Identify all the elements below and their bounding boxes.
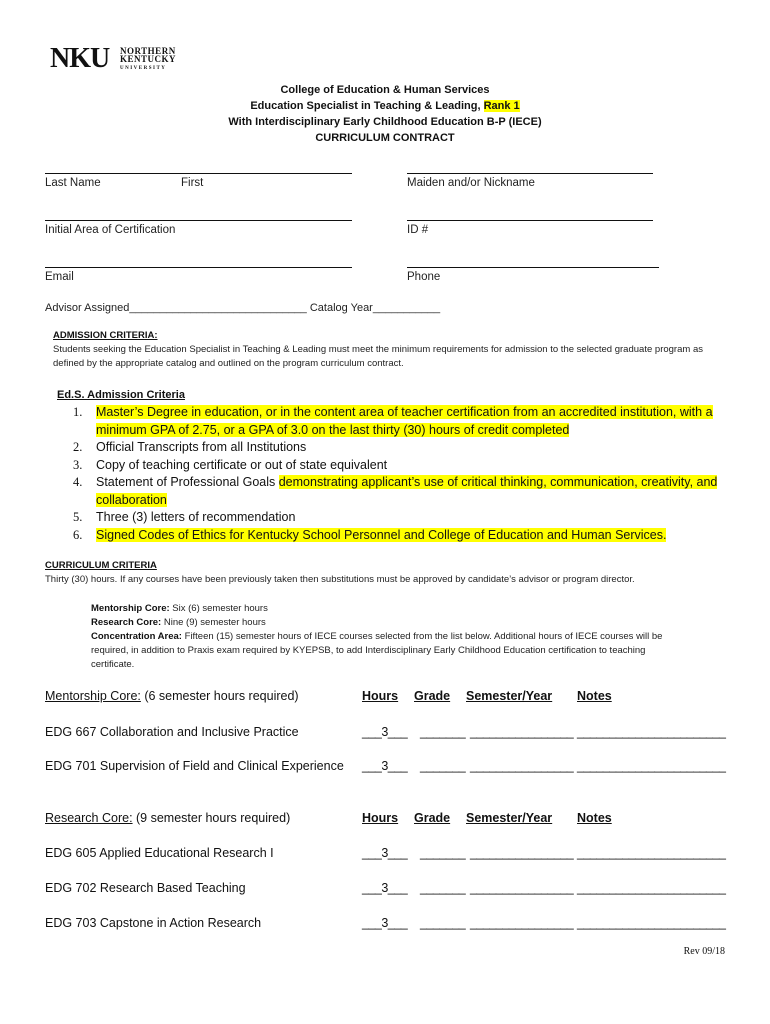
- course-row: EDG 702 Research Based Teaching: [45, 881, 246, 895]
- course-row: EDG 701 Supervision of Field and Clinical Experience: [45, 759, 344, 773]
- grade-blank[interactable]: _______: [420, 916, 466, 930]
- research-subtitle: (9 semester hours required): [132, 811, 291, 825]
- col-grade-header: Grade: [414, 689, 451, 703]
- eds-heading: Ed.S. Admission Criteria: [57, 389, 185, 401]
- mentorship-core-value: Six (6) semester hours: [169, 603, 268, 614]
- concentration-line: [91, 630, 691, 672]
- first-name-label: First: [181, 177, 204, 189]
- notes-blank[interactable]: _______________________: [577, 759, 726, 773]
- criteria-number: 3.: [73, 457, 83, 472]
- research-core-value: Nine (9) semester hours: [161, 617, 266, 628]
- col-notes-header: Notes: [577, 811, 612, 825]
- revision-label: Rev 09/18: [683, 946, 725, 957]
- course-row: EDG 703 Capstone in Action Research: [45, 916, 262, 930]
- notes-blank[interactable]: _______________________: [577, 916, 726, 930]
- col-semester-header: Semester/Year: [466, 689, 553, 703]
- last-name-label: Last Name: [45, 177, 101, 189]
- admission-heading: ADMISSION CRITERIA:: [53, 330, 158, 341]
- logo-line-2: KENTUCKY: [120, 54, 177, 64]
- criteria-item: [70, 457, 720, 475]
- criteria-number: 1.: [73, 405, 83, 419]
- col-semester-header: Semester/Year: [466, 811, 553, 825]
- criteria-text: Three (3) letters of recommendation: [96, 510, 296, 524]
- research-core-line: [91, 616, 266, 630]
- semester-blank[interactable]: ________________: [470, 759, 574, 773]
- criteria-text: Signed Codes of Ethics for Kentucky School Personnel and College of Education and Human Services.: [96, 527, 667, 542]
- criteria-number: 4.: [73, 475, 83, 489]
- maiden-line[interactable]: [407, 173, 653, 174]
- criteria-text: Master’s Degree in education, or in the content area of teacher certification from an accredited institution, with a minimum GPA of 2.75, or a GPA of 3.0 on the last thirty (30) hours of credit completed: [96, 405, 713, 437]
- mentorship-subtitle: (6 semester hours required): [140, 689, 299, 703]
- nku-logo: [50, 44, 200, 74]
- admission-text: Students seeking the Education Specialist in Teaching & Leading must meet the minimum requirements for admission to the selected graduate program as defined by the appropriate catalog and outlined on the program curriculum contract.: [53, 344, 703, 369]
- criteria-highlight: demonstrating applicant’s use of critical thinking, communication, creativity, and collaboration: [96, 475, 718, 507]
- program-prefix: Education Specialist in Teaching & Leading,: [250, 100, 484, 112]
- certification-line[interactable]: [45, 220, 352, 221]
- criteria-item: [70, 404, 720, 439]
- logo-line-1: NORTHERN: [120, 46, 176, 56]
- col-hours-header: Hours: [362, 811, 399, 825]
- program-track: With Interdisciplinary Early Childhood Education B-P (IECE): [228, 116, 542, 128]
- col-notes-header: Notes: [577, 689, 612, 703]
- eds-criteria-list: [70, 404, 720, 544]
- semester-blank[interactable]: ________________: [470, 725, 574, 739]
- program-rank: Rank 1: [483, 100, 520, 112]
- grade-blank[interactable]: _______: [420, 881, 466, 895]
- hours-blank[interactable]: ___3___: [362, 916, 408, 930]
- semester-blank[interactable]: ________________: [470, 846, 574, 860]
- notes-blank[interactable]: _______________________: [577, 725, 726, 739]
- criteria-item: [70, 439, 720, 457]
- criteria-item: [70, 474, 720, 509]
- notes-blank[interactable]: _______________________: [577, 846, 726, 860]
- curriculum-heading: CURRICULUM CRITERIA: [45, 560, 157, 571]
- logo-mark: NKU: [50, 43, 110, 74]
- hours-blank[interactable]: ___3___: [362, 846, 408, 860]
- course-row: EDG 667 Collaboration and Inclusive Practice: [45, 725, 299, 739]
- email-line[interactable]: [45, 267, 352, 268]
- criteria-number: 2.: [73, 440, 83, 454]
- logo-wordmark: [120, 47, 176, 73]
- research-section-title: [45, 811, 290, 825]
- semester-blank[interactable]: ________________: [470, 916, 574, 930]
- criteria-text: Statement of Professional Goals: [96, 475, 279, 489]
- criteria-item: [70, 509, 720, 527]
- concentration-value: Fifteen (15) semester hours of IECE courses selected from the list below. Additional hours of IECE courses will be required, in addition to Praxis exam required by KYEPSB, to add Interdisciplinary Early Childhood Education certification to teaching certificate.: [91, 631, 663, 670]
- grade-blank[interactable]: _______: [420, 759, 466, 773]
- name-line[interactable]: [45, 173, 352, 174]
- document-title-block: [0, 82, 770, 146]
- mentorship-section-title: [45, 689, 299, 703]
- notes-blank[interactable]: _______________________: [577, 881, 726, 895]
- grade-blank[interactable]: _______: [420, 846, 466, 860]
- curriculum-text: Thirty (30) hours. If any courses have been previously taken then substitutions must be approved by candidate’s advisor or program director.: [45, 574, 635, 585]
- grade-blank[interactable]: _______: [420, 725, 466, 739]
- research-title: Research Core:: [45, 811, 133, 825]
- hours-blank[interactable]: ___3___: [362, 881, 408, 895]
- phone-line[interactable]: [407, 267, 659, 268]
- hours-blank[interactable]: ___3___: [362, 725, 408, 739]
- criteria-item: [70, 527, 720, 545]
- email-label: Email: [45, 271, 74, 283]
- program-name: [0, 98, 770, 114]
- advisor-catalog-field[interactable]: Advisor Assigned_____________________________ Catalog Year___________: [45, 302, 441, 314]
- document-type: CURRICULUM CONTRACT: [315, 132, 455, 144]
- mentorship-title: Mentorship Core:: [45, 689, 141, 703]
- criteria-number: 6.: [73, 527, 83, 542]
- maiden-label: Maiden and/or Nickname: [407, 177, 535, 189]
- mentorship-core-label: Mentorship Core:: [91, 603, 170, 614]
- criteria-text: Official Transcripts from all Institutions: [96, 440, 307, 454]
- logo-line-3: UNIVERSITY: [120, 66, 167, 71]
- id-label: ID #: [407, 224, 429, 236]
- id-line[interactable]: [407, 220, 653, 221]
- col-hours-header: Hours: [362, 689, 399, 703]
- concentration-label: Concentration Area:: [91, 631, 182, 642]
- certification-label: Initial Area of Certification: [45, 224, 176, 236]
- phone-label: Phone: [407, 271, 441, 283]
- semester-blank[interactable]: ________________: [470, 881, 574, 895]
- criteria-number: 5.: [73, 510, 83, 524]
- course-row: EDG 605 Applied Educational Research I: [45, 846, 274, 860]
- college-name: College of Education & Human Services: [280, 84, 490, 96]
- criteria-text: Copy of teaching certificate or out of state equivalent: [96, 457, 388, 472]
- research-core-label: Research Core:: [91, 617, 162, 628]
- mentorship-core-line: [91, 602, 268, 616]
- hours-blank[interactable]: ___3___: [362, 759, 408, 773]
- col-grade-header: Grade: [414, 811, 451, 825]
